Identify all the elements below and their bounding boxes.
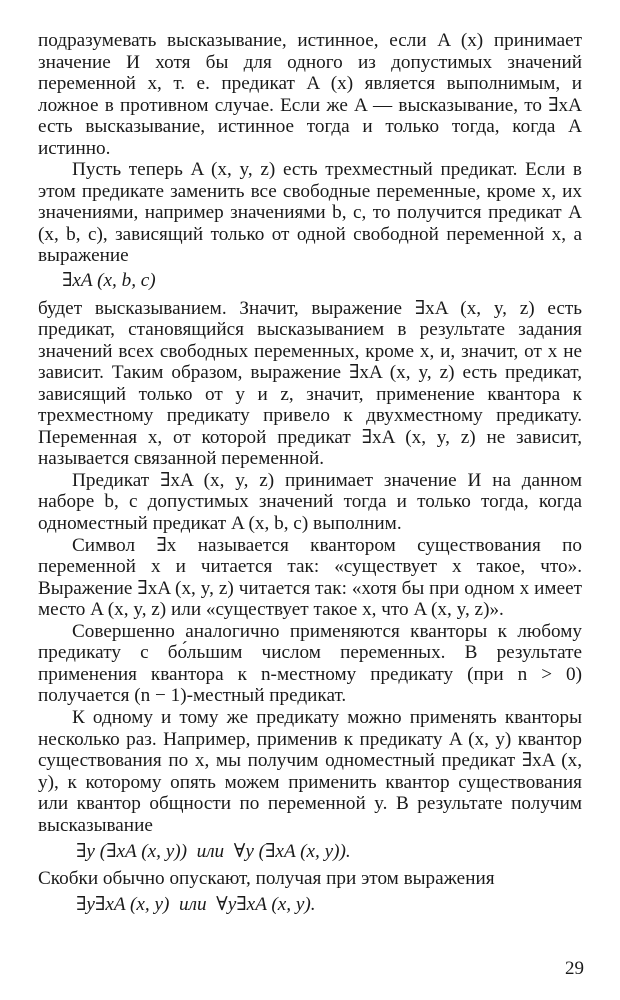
formula-no-brackets: ∃y∃xA (x, y) или ∀y∃xA (x, y).	[76, 894, 316, 916]
paragraph-5: Символ ∃x называется квантором существования по переменной x и читается так: «существует x такое, что». Выражение ∃xA (x, y, z) читается так: «хотя бы при одном x имеет место A (x, y, z) или «существует такое x, что A (x, y, z)».	[38, 534, 582, 621]
paragraph-8: Скобки обычно опускают, получая при этом выражения	[38, 867, 495, 889]
paragraph-4: Предикат ∃xA (x, y, z) принимает значение И на данном наборе b, c допустимых значений тогда и только тогда, когда одноместный предикат A (x, b, c) выполним.	[38, 469, 582, 535]
formula-nested-quantifiers: ∃y (∃xA (x, y)) или ∀y (∃xA (x, y)).	[76, 841, 351, 863]
page-number: 29	[565, 958, 584, 979]
paragraph-3: будет высказыванием. Значит, выражение ∃xA (x, y, z) есть предикат, становящийся высказыванием в результате задания значений всех свободных переменных, кроме x, и, значит, от x не зависит. Таким образом, выражение ∃xA (x, y, z) есть предикат, зависящий только от y и z, значит, применение квантора к трехместному предикату привело к двухместному предикату. Переменная x, от которой предикат ∃xA (x, y, z) не зависит, называется связанной переменной.	[38, 297, 582, 470]
paragraph-6: Совершенно аналогично применяются кванторы к любому предикату с бо́льшим числом переменных. В результате применения квантора к n-местному предикату (при n > 0) получается (n − 1)-местный предикат.	[38, 620, 582, 707]
page-body	[38, 30, 582, 916]
formula-exists-x: ∃xA (x, b, c)	[62, 270, 156, 292]
paragraph-1: подразумевать высказывание, истинное, если A (x) принимает значение И хотя бы для одного из допустимых значений переменной x, т. е. предикат A (x) является выполнимым, и ложное в противном случае. Если же A — высказывание, то ∃xA есть высказывание, истинное тогда и только тогда, когда A истинно.	[38, 30, 582, 159]
paragraph-2: Пусть теперь A (x, y, z) есть трехместный предикат. Если в этом предикате заменить все свободные переменные, кроме x, их значениями, например значениями b, c, то получится предикат A (x, b, c), зависящий только от одной свободной переменной x, а выражение	[38, 159, 582, 267]
paragraph-7: К одному и тому же предикату можно применять кванторы несколько раз. Например, применив к предикату A (x, y) квантор существования по x, мы получим одноместный предикат ∃xA (x, y), к которому опять можем применить квантор существования или квантор общности по переменной y. В результате получим высказывание	[38, 706, 582, 836]
